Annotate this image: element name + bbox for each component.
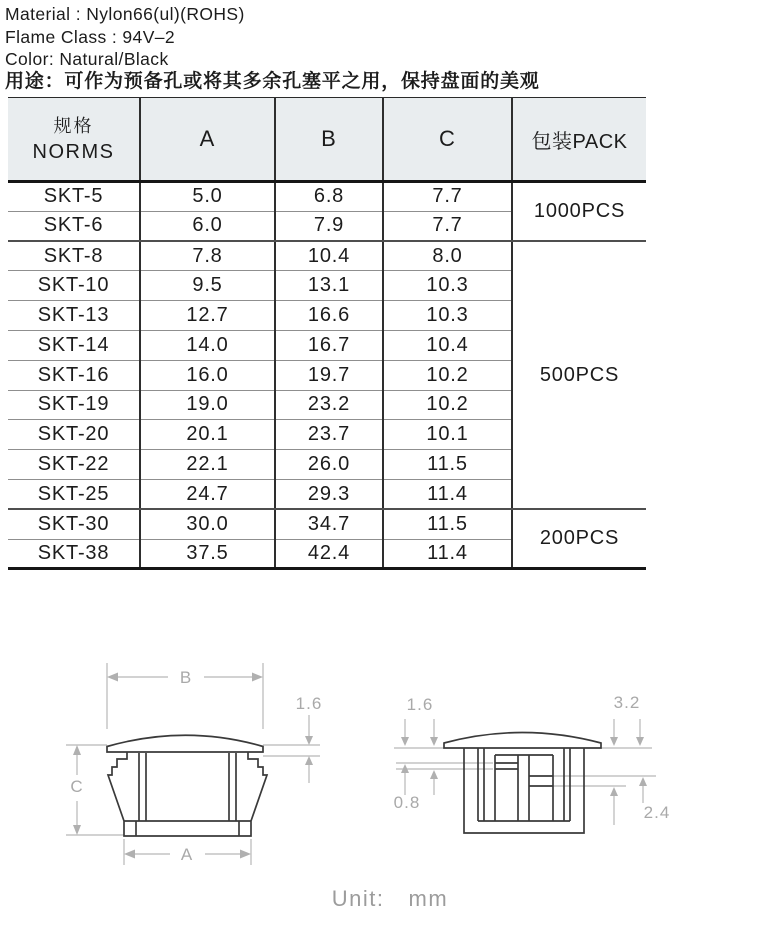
b-cell: 26.0	[275, 450, 383, 480]
table-header-row	[8, 98, 646, 182]
c-cell: 10.3	[383, 301, 512, 331]
side-view-drawing	[66, 663, 322, 865]
c-cell: 11.5	[383, 450, 512, 480]
a-cell: 7.8	[140, 241, 275, 271]
b-cell: 23.7	[275, 420, 383, 450]
a-cell: 24.7	[140, 479, 275, 509]
pack-cell-200pcs: 200PCS	[512, 509, 646, 569]
front-view-drawing	[394, 693, 671, 833]
b-cell: 29.3	[275, 479, 383, 509]
header-pack-label: 包装PACK	[531, 130, 628, 153]
norm-cell: SKT-20	[8, 420, 140, 450]
norm-cell: SKT-10	[8, 271, 140, 301]
a-cell: 9.5	[140, 271, 275, 301]
table-row	[8, 182, 646, 212]
c-cell: 10.3	[383, 271, 512, 301]
dim-label-cap-1-6: 1.6	[295, 694, 323, 713]
c-cell: 10.2	[383, 360, 512, 390]
c-cell: 10.2	[383, 390, 512, 420]
b-cell: 23.2	[275, 390, 383, 420]
b-cell: 13.1	[275, 271, 383, 301]
b-cell: 34.7	[275, 509, 383, 539]
header-norms	[8, 98, 140, 182]
c-cell: 11.5	[383, 509, 512, 539]
technical-drawing	[0, 625, 780, 885]
norm-cell: SKT-22	[8, 450, 140, 480]
header-pack	[512, 98, 646, 182]
norm-cell: SKT-13	[8, 301, 140, 331]
c-cell: 7.7	[383, 182, 512, 212]
spec-table-container	[8, 97, 646, 570]
b-cell: 10.4	[275, 241, 383, 271]
dim-label-0-8: 0.8	[393, 793, 421, 812]
material-line: Material : Nylon66(ul)(ROHS)	[5, 4, 245, 24]
b-cell: 16.7	[275, 330, 383, 360]
spec-header	[5, 3, 745, 93]
table-row	[8, 509, 646, 539]
a-cell: 19.0	[140, 390, 275, 420]
dim-label-1-6: 1.6	[406, 695, 434, 714]
c-cell: 11.4	[383, 479, 512, 509]
norm-cell: SKT-16	[8, 360, 140, 390]
norm-cell: SKT-14	[8, 330, 140, 360]
dim-label-3-2: 3.2	[613, 693, 641, 712]
header-col-b: B	[275, 98, 383, 182]
usage-line: 用途：可作为预备孔或将其多余孔塞平之用，保持盘面的美观	[5, 70, 540, 92]
norm-cell: SKT-38	[8, 539, 140, 569]
norm-cell: SKT-6	[8, 211, 140, 241]
a-cell: 22.1	[140, 450, 275, 480]
table-row	[8, 241, 646, 271]
c-cell: 7.7	[383, 211, 512, 241]
a-cell: 30.0	[140, 509, 275, 539]
header-norms-zh: 规格	[53, 116, 94, 136]
norm-cell: SKT-8	[8, 241, 140, 271]
norm-cell: SKT-30	[8, 509, 140, 539]
c-cell: 11.4	[383, 539, 512, 569]
b-cell: 19.7	[275, 360, 383, 390]
unit-label: Unit:	[331, 886, 385, 911]
b-cell: 16.6	[275, 301, 383, 331]
plug-front-outline	[444, 733, 601, 834]
unit-note	[0, 886, 780, 912]
color-line: Color: Natural/Black	[5, 49, 169, 69]
c-cell: 8.0	[383, 241, 512, 271]
pack-cell-500pcs: 500PCS	[512, 241, 646, 509]
plug-side-outline	[107, 735, 267, 836]
a-cell: 37.5	[140, 539, 275, 569]
pack-cell-1000pcs: 1000PCS	[512, 182, 646, 242]
dim-label-a: A	[180, 845, 194, 864]
a-cell: 6.0	[140, 211, 275, 241]
a-cell: 5.0	[140, 182, 275, 212]
header-col-a: A	[140, 98, 275, 182]
header-norms-en: NORMS	[32, 141, 115, 163]
b-cell: 6.8	[275, 182, 383, 212]
flame-class-line: Flame Class : 94V–2	[5, 26, 176, 47]
dim-label-c: C	[70, 777, 84, 796]
c-cell: 10.1	[383, 420, 512, 450]
a-cell: 16.0	[140, 360, 275, 390]
unit-value: mm	[408, 886, 449, 911]
norm-cell: SKT-5	[8, 182, 140, 212]
header-col-c: C	[383, 98, 512, 182]
spec-table	[8, 97, 646, 570]
norm-cell: SKT-25	[8, 479, 140, 509]
b-cell: 42.4	[275, 539, 383, 569]
norm-cell: SKT-19	[8, 390, 140, 420]
a-cell: 12.7	[140, 301, 275, 331]
a-cell: 14.0	[140, 330, 275, 360]
dim-label-2-4: 2.4	[643, 803, 671, 822]
c-cell: 10.4	[383, 330, 512, 360]
a-cell: 20.1	[140, 420, 275, 450]
dim-label-b: B	[179, 668, 193, 687]
b-cell: 7.9	[275, 211, 383, 241]
